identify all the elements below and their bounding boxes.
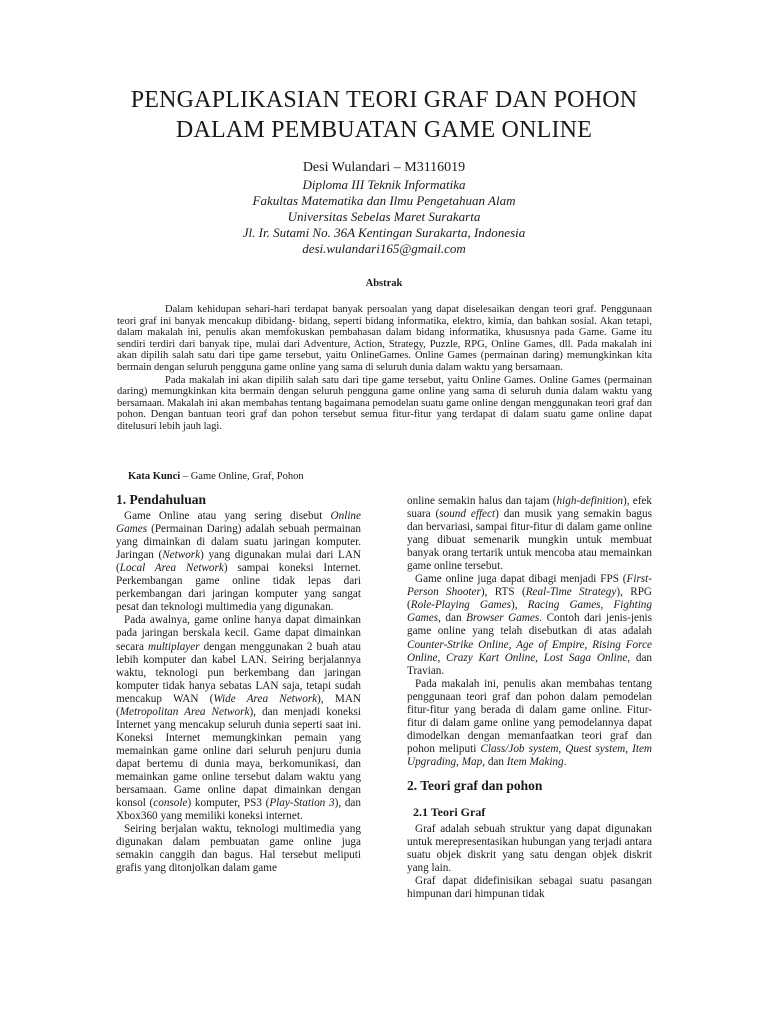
section-1-paragraph-5: Game online juga dapat dibagi menjadi FPS (First-Person Shooter), RTS (Real-Time Strategy), RPG (Role-Playing Games), Racing Games, Fighting Games, dan Browser Games. Contoh dari jenis-jenis game online yang telah disebutkan di atas adalah Counter-Strike Online, Age of Empire, Rising Force Online, Crazy Kart Online, Lost Saga Online, dan Travian. bbox=[407, 573, 653, 677]
italic-term: Network bbox=[162, 549, 201, 562]
italic-term: Online Games bbox=[116, 510, 361, 536]
italic-term: Item Making bbox=[506, 755, 564, 768]
abstract-paragraph-2: Pada makalah ini akan dipilih salah satu dari tipe game tersebut, yaitu Online Games. Online Games (permainan daring) memungkinkan kita bermain dengan seluruh pengguna game online yang sama di seluruh dunia dalam waktu yang bersamaan. Makalah ini akan membahas tentang bagaimana pemodelan suatu game online dengan menggunakan teori graf dan pohon. Dengan bantuan teori graf dan pohon tersebut semua fitur-fitur yang terdapat di dalam suatu game online dapat ditelusuri lebih jauh lagi. bbox=[117, 374, 652, 432]
author-email: desi.wulandari165@gmail.com bbox=[302, 241, 466, 256]
italic-term: Wide Area Network bbox=[213, 692, 318, 705]
author-university: Universitas Sebelas Maret Surakarta bbox=[287, 209, 481, 224]
italic-term: Metropolitan Area Network bbox=[119, 705, 250, 718]
subsection-2-1-heading: 2.1 Teori Graf bbox=[413, 805, 486, 820]
author-name: Desi Wulandari – M3116019 bbox=[302, 160, 466, 175]
italic-term: Browser Games bbox=[466, 612, 540, 625]
italic-term: high-definition bbox=[556, 495, 624, 507]
italic-term: Fighting Games bbox=[407, 599, 652, 625]
author-address: Jl. Ir. Sutami No. 36A Kentingan Surakarta, Indonesia bbox=[242, 225, 526, 240]
section-1-heading: 1. Pendahuluan bbox=[116, 492, 207, 507]
italic-term: Play-Station 3 bbox=[269, 797, 335, 810]
section-1-paragraph-2: Pada awalnya, game online hanya dapat dimainkan pada jaringan berskala kecil. Game dapat dimainkan secara multiplayer dengan menggunakan 2 buah atau lebih komputer dan kabel LAN. Seiring berjalannya waktu, teknologi pun berkembang dan jaringan komputer tidak hanya sebatas LAN saja, tetapi sudah mencakup WAN (Wide Area Network), MAN (Metropolitan Area Network), dan menjadi koneksi Internet yang mencakup seluruh dunia seperti saat ini. Koneksi Internet memungkinkan pemain yang memainkan game online dari seluruh penjuru dunia dapat bertemu di dunia maya, berkomunikasi, dan memainkan game online tersebut dalam waktu yang bersamaan. Game online dapat dimainkan dengan konsol (console) komputer, PS3 (Play-Station 3), dan Xbox360 yang memiliki koneksi internet. bbox=[116, 614, 361, 823]
paper-title bbox=[60, 85, 708, 145]
section-2-heading: 2. Teori graf dan pohon bbox=[407, 777, 543, 793]
italic-term: Class/Job system, Quest system, Item Upgrading, Map, bbox=[407, 742, 652, 768]
author-block bbox=[100, 160, 668, 257]
section-1-paragraph-6: Pada makalah ini, penulis akan membahas tentang penggunaan teori graf dan pohon dalam pemodelan fitur-fitur yang berada di dalam game online. Fitur-fitur di dalam game online yang pemodelannya dapat dimodelkan dengan memanfaatkan teori graf dan pohon meliputi Class/Job system, Quest system, Item Upgrading, Map, dan Item Making. bbox=[407, 677, 652, 768]
italic-term: Role-Playing Games bbox=[410, 599, 511, 612]
author-program: Diploma III Teknik Informatika bbox=[302, 177, 466, 192]
keywords-label: Kata Kunci bbox=[128, 471, 181, 482]
abstract-heading: Abstrak bbox=[365, 278, 403, 289]
section-2-paragraph-2: Graf dapat didefinisikan sebagai suatu pasangan himpunan dari himpunan tidak bbox=[407, 875, 652, 901]
title-line-1: PENGAPLIKASIAN TEORI GRAF DAN POHON bbox=[130, 87, 638, 113]
italic-term: Local Area Network bbox=[119, 562, 224, 575]
title-line-2: DALAM PEMBUATAN GAME ONLINE bbox=[175, 117, 593, 143]
section-2-paragraph-1: Graf adalah sebuah struktur yang dapat digunakan untuk merepresentasikan hubungan yang terjadi antara suatu objek diskrit yang satu dengan objek diskrit yang lain. bbox=[407, 823, 652, 875]
abstract-paragraph-1: Dalam kehidupan sehari-hari terdapat banyak persoalan yang dapat diselesaikan dengan teori graf. Penggunaan teori graf ini banyak mencakup dibidang- bidang, seperti bidang informatika, elektro, kimia, dan bahkan sosial. Akan tetapi, dalam makalah ini, penulis akan memfokuskan pembahasan dalam bidang informatika, khususnya pada Game. Game itu sendiri terdiri dari banyak tipe, mulai dari Adventure, Action, Strategy, Puzzle, RPG, Online Games, dll. Pada makalah ini akan dipilih salah satu dari tipe game tersebut, yaitu OnlineGames. Online Games (permainan daring) memungkinkan kita bermain dengan seluruh pengguna game online yang sama di seluruh dunia dalam waktu yang bersamaan. bbox=[117, 304, 652, 373]
left-column bbox=[116, 493, 361, 875]
section-1-paragraph-1: Game Online atau yang sering disebut Online Games (Permainan Daring) adalah sebuah permainan yang dimainkan di dalam suatu jaringan komputer. Jaringan (Network) yang digunakan mulai dari LAN (Local Area Network) sampai koneksi Internet. Perkembangan game online tidak lepas dari perkembangan dari jaringan komputer yang sangat pesat dan teknologi multimedia yang digunakan. bbox=[116, 510, 361, 614]
italic-term: multiplayer bbox=[148, 640, 200, 653]
section-1-paragraph-3: Seiring berjalan waktu, teknologi multimedia yang digunakan dalam pembuatan game online juga semakin canggih dan bagus. Hal tersebut meliputi grafis yang ditonjolkan dalam game bbox=[116, 823, 361, 875]
italic-term: sound effect bbox=[439, 508, 496, 521]
italic-term: First-Person Shooter bbox=[407, 573, 652, 599]
italic-term: Real-Time Strategy bbox=[525, 586, 617, 599]
author-faculty: Fakultas Matematika dan Ilmu Pengetahuan Alam bbox=[252, 193, 516, 208]
keywords-text: – Game Online, Graf, Pohon bbox=[180, 471, 304, 482]
italic-term: Counter-Strike Online, Age of Empire, Rising Force Online, Crazy Kart Online, Lost Saga Online, bbox=[407, 638, 652, 664]
keywords-line bbox=[128, 471, 648, 482]
abstract-body bbox=[117, 304, 652, 433]
italic-term: Racing Games bbox=[527, 599, 601, 612]
italic-term: console bbox=[153, 797, 188, 810]
section-1-paragraph-4: online semakin halus dan tajam (high-definition), efek suara (sound effect) dan musik yang semakin bagus dan bervariasi, sampai fitur-fitur di dalam game online yang dibuat semenarik mungkin untuk membuat banyak orang tertarik untuk mencoba atau memainkan game online tersebut. bbox=[407, 495, 652, 573]
right-column bbox=[407, 495, 652, 901]
